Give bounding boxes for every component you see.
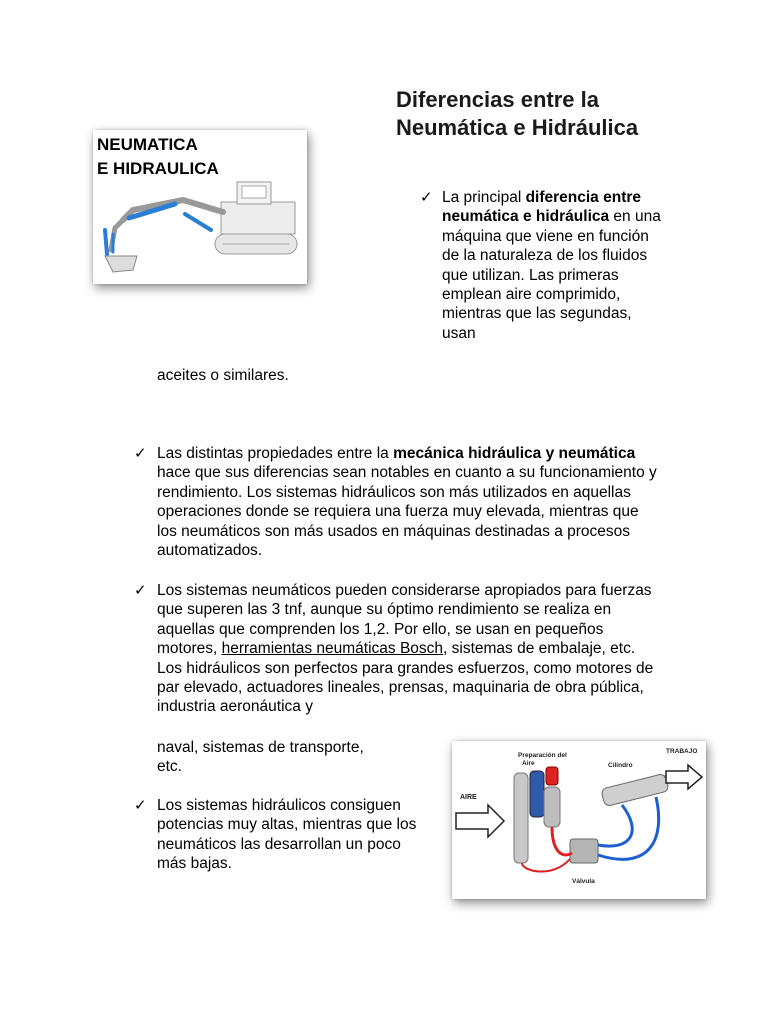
bullet1-part2: en una máquina que viene en función de la naturaleza de los fluidos que utilizan. Las primeras emplean aire comprimido, mientras que las segundas, usan bbox=[442, 208, 661, 342]
bullet3-part1: Los sistemas neumáticos pueden considerarse apropiados para fuerzas que superen las 3 tnf, aunque su óptimo rendimiento se realiza en aquellas que comprenden los 1,2. Por ello, se usan en pequeños motores, bbox=[157, 582, 652, 658]
excavator-illustration bbox=[93, 130, 307, 284]
bullet2-text bbox=[157, 444, 662, 560]
bullet2-bold: mecánica hidráulica y neumática bbox=[393, 445, 636, 462]
label-aire: AIRE bbox=[460, 794, 477, 801]
bullet1-part1: La principal bbox=[442, 189, 526, 206]
bullet1-bold: diferencia entre neumática e hidráulica bbox=[442, 189, 642, 226]
bullet4-text: Los sistemas hidráulicos consiguen potencias muy altas, mientras que los neumáticos las desarrollan un poco más bajas. bbox=[157, 797, 417, 873]
pneumatic-circuit-illustration bbox=[452, 741, 706, 899]
image-title-line2: E HIDRAULICA bbox=[97, 159, 219, 178]
bullet3-line-naval: naval, sistemas de transporte, bbox=[157, 739, 364, 756]
pneumatic-circuit-image bbox=[452, 741, 706, 899]
bullet2-part1: Las distintas propiedades entre la bbox=[157, 445, 394, 462]
bullet1-text bbox=[442, 188, 664, 343]
page-title: Diferencias entre la Neumática e Hidráulica bbox=[396, 87, 639, 140]
bullet3-line-etc: etc. bbox=[157, 758, 182, 775]
excavator-image bbox=[93, 130, 307, 284]
label-preparacion-line1: Preparación del bbox=[518, 752, 567, 759]
bullet1-tail: aceites o similares. bbox=[157, 367, 289, 384]
label-preparacion-line2: Aire bbox=[522, 760, 535, 767]
check-icon: ✓ bbox=[420, 189, 433, 206]
bullet2-part2: hace que sus diferencias sean notables en cuanto a su funcionamiento y rendimiento. Los sistemas hidráulicos son más utilizados en aquellas operaciones donde se requiera una fuerza muy elevada, mientras que los neumáticos son más usados en máquinas destinadas a procesos automatizados. bbox=[157, 464, 657, 560]
label-trabajo: TRABAJO bbox=[666, 748, 698, 755]
check-icon: ✓ bbox=[134, 582, 147, 599]
image-title-line1: NEUMATICA bbox=[97, 135, 198, 154]
bosch-tools-link[interactable]: herramientas neumáticas Bosch bbox=[221, 640, 444, 658]
bullet3-text bbox=[157, 581, 662, 717]
check-icon: ✓ bbox=[134, 445, 147, 462]
check-icon: ✓ bbox=[134, 797, 147, 814]
label-cilindro: Cilindro bbox=[608, 762, 633, 769]
bullet3-part2: , sistemas de embalaje, etc. Los hidráulicos son perfectos para grandes esfuerzos, como motores de par elevado, actuadores lineales, prensas, maquinaria de obra pública, industria aeronáutica y bbox=[157, 640, 654, 716]
label-valvula: Válvula bbox=[572, 878, 595, 885]
